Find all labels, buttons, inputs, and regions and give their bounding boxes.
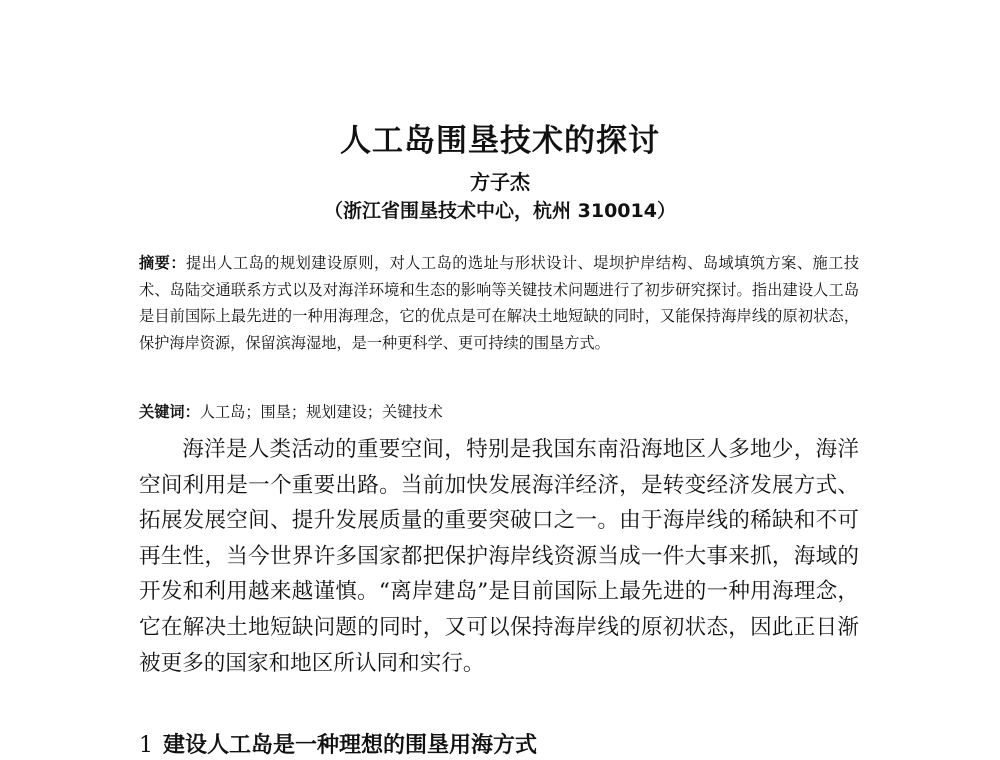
abstract-label: 摘要： xyxy=(139,254,186,272)
body-paragraph: 海洋是人类活动的重要空间，特别是我国东南沿海地区人多地少，海洋空间利用是一个重要出路。当前加快发展海洋经济，是转变经济发展方式、拓展发展空间、提升发展质量的重要突破口之一。由于海岸线的稀缺和不可再生性，当今世界许多国家都把保护海岸线资源当成一件大事来抓，海域的开发和利用越来越谨慎。“离岸建岛”是目前国际上最先进的一种用海理念，它在解决土地短缺问题的同时，又可以保持海岸线的原初状态，因此正日渐被更多的国家和地区所认同和实行。 xyxy=(139,437,859,676)
section-number: 1 xyxy=(139,733,153,758)
keywords xyxy=(139,400,859,424)
keywords-text: 人工岛；围垦；规划建设；关键技术 xyxy=(199,403,443,421)
author-affiliation: （浙江省围垦技术中心，杭州 310014） xyxy=(324,200,676,222)
author-name: 方子杰 xyxy=(470,170,530,194)
paper-title: 人工岛围垦技术的探讨 xyxy=(340,123,660,159)
section-heading xyxy=(139,728,859,759)
abstract-text: 提出人工岛的规划建设原则，对人工岛的选址与形状设计、堤坝护岸结构、岛域填筑方案、施工技术、岛陆交通联系方式以及对海洋环境和生态的影响等关键技术问题进行了初步研究探讨。指出建设人工岛是目前国际上最先进的一种用海理念，它的优点是可在解决土地短缺的同时，又能保持海岸线的原初状态，保护海岸资源，保留滨海湿地，是一种更科学、更可持续的围垦方式。 xyxy=(139,254,860,352)
section-title: 建设人工岛是一种理想的围垦用海方式 xyxy=(163,733,538,758)
keywords-label: 关键词： xyxy=(139,403,200,421)
abstract xyxy=(139,250,859,356)
